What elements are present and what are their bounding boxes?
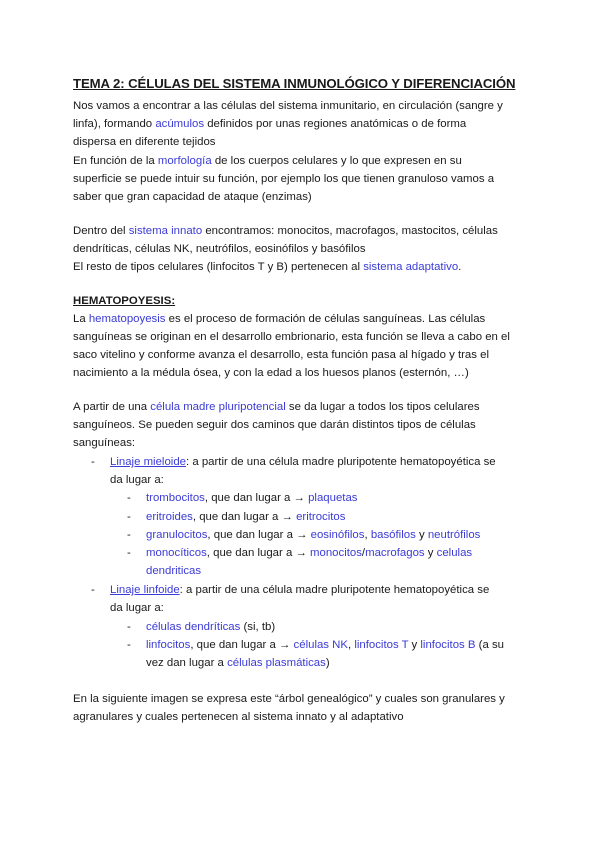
term-celula-madre: célula madre pluripotencial [150, 401, 286, 413]
text: encontramos: monocitos, macrofagos, mastocitos, células [202, 225, 498, 237]
myeloid-item-2 [146, 510, 345, 524]
text: y [424, 547, 437, 559]
term-celulas-dendriticas: células dendríticas [146, 621, 241, 633]
bullet-dash: - [127, 621, 131, 633]
bullet-dash: - [127, 639, 131, 651]
myeloid-line [110, 455, 496, 469]
text: y [408, 639, 421, 651]
intro-line-3: dispersa en diferente tejidos [73, 136, 216, 148]
term-morfologia: morfología [157, 155, 212, 167]
hema-line-3: saco vitelino y conforme avanza el desarrollo, esta función pasa al hígado y tras el [73, 349, 489, 361]
myeloid-item-3 [146, 528, 480, 542]
bullet-dash: - [127, 547, 131, 559]
term-linaje-linfoide: Linaje linfoide [110, 584, 180, 596]
text: , que dan lugar a → [204, 492, 309, 504]
innate-line-1 [73, 224, 498, 238]
bullet-dash: - [127, 529, 131, 541]
text: , que dan lugar a → [192, 511, 297, 523]
term-eritrocitos: eritrocitos [296, 511, 346, 523]
closing-line-1: En la siguiente imagen se expresa este “árbol genealógico” y cuales son granulares y [73, 693, 505, 705]
term-neutrofilos: neutrófilos [427, 529, 481, 541]
lymphoid-cont: da lugar a: [110, 602, 164, 614]
term-trombocitos: trombocitos [146, 492, 205, 504]
text: / [361, 547, 366, 559]
text: linfa), formando [73, 118, 156, 130]
intro-line-4 [73, 154, 462, 168]
intro-line-1: Nos vamos a encontrar a las células del sistema inmunitario, en circulación (sangre y [73, 100, 503, 112]
bullet-dash: - [127, 511, 131, 523]
text: , que dan lugar a → [190, 639, 294, 651]
bullet-dash: - [127, 492, 131, 504]
intro-line-2 [73, 117, 466, 131]
lymphoid-item-2-cont [146, 656, 330, 670]
term-eritroides: eritroides [146, 511, 193, 523]
text: El resto de tipos celulares (linfocitos T y B) pertenecen al [73, 261, 364, 273]
text: : a partir de una célula madre pluripotente hematopoyética se [186, 456, 496, 468]
text: A partir de una [73, 401, 151, 413]
intro-line-5: superficie se puede intuir su función, por ejemplo los que tienen granuloso vamos a [73, 173, 495, 185]
term-acumulos: acúmulos [155, 118, 205, 130]
term-macrofagos: macrofagos [365, 547, 425, 559]
text: vez dan lugar a [146, 657, 228, 669]
bullet-dash: - [91, 584, 95, 596]
term-granulocitos: granulocitos [146, 529, 208, 541]
stem-line-2: sanguíneos. Se pueden seguir dos caminos que darán distintos tipos de células [73, 419, 476, 431]
myeloid-item-4 [146, 546, 472, 560]
term-linfocitos: linfocitos [146, 639, 191, 651]
term-monocitos: monocitos [310, 547, 362, 559]
term-linaje-mieloide: Linaje mieloide [110, 456, 186, 468]
term-dendriticas: dendriticas [146, 565, 202, 577]
text: se da lugar a todos los tipos celulares [285, 401, 480, 413]
term-celulas-plasmaticas: células plasmáticas [227, 657, 326, 669]
page-title: TEMA 2: CÉLULAS DEL SISTEMA INMUNOLÓGICO Y DIFERENCIACIÓN [73, 76, 516, 91]
text: , que dan lugar a → [206, 547, 310, 559]
innate-line-2: dendríticas, células NK, neutrófilos, eosinófilos y basófilos [73, 243, 366, 255]
text: y [415, 529, 428, 541]
hema-line-1 [73, 312, 485, 326]
text: de los cuerpos celulares y lo que expresen en su [211, 155, 462, 167]
text: definidos por unas regiones anatómicas o de forma [204, 118, 467, 130]
text: es el proceso de formación de células sanguíneas. Las células [165, 313, 486, 325]
lymphoid-item-1 [146, 620, 275, 634]
text: La [73, 313, 89, 325]
term-linfocitos-b: linfocitos B [420, 639, 476, 651]
text: En función de la [73, 155, 158, 167]
innate-line-3 [73, 260, 461, 274]
text: (a su [475, 639, 504, 651]
text: ) [325, 657, 330, 669]
hema-line-4: nacimiento a la médula ósea, y con la edad a los huesos planos (esternón, …) [73, 367, 469, 379]
stem-line-3: sanguíneas: [73, 437, 136, 449]
lymphoid-item-2 [146, 638, 504, 652]
term-basofilos: basófilos [370, 529, 416, 541]
term-plaquetas: plaquetas [308, 492, 358, 504]
term-linfocitos-t: linfocitos T [354, 639, 409, 651]
term-sistema-adaptativo: sistema adaptativo [363, 261, 459, 273]
term-celulas-nk: células NK [293, 639, 348, 651]
intro-line-6: saber que gran capacidad de ataque (enzimas) [73, 191, 312, 203]
myeloid-cont: da lugar a: [110, 474, 164, 486]
text: . [458, 261, 462, 273]
hema-line-2: sanguíneas se originan en el desarrollo embrionario, esta función se lleva a cabo en el [73, 331, 510, 343]
text: , [348, 639, 355, 651]
text: Dentro del [73, 225, 129, 237]
term-monociticos: monocíticos [146, 547, 207, 559]
lymphoid-line [110, 583, 489, 597]
stem-line-1 [73, 400, 480, 414]
term-sistema-innato: sistema innato [128, 225, 203, 237]
text: , [364, 529, 371, 541]
bullet-dash: - [91, 456, 95, 468]
text: (si, tb) [240, 621, 276, 633]
section-heading-hematopoyesis: HEMATOPOYESIS: [73, 295, 176, 307]
closing-line-2: agranulares y cuales pertenecen al sistema innato y al adaptativo [73, 711, 404, 723]
myeloid-item-1 [146, 491, 358, 505]
term-eosinofilos: eosinófilos [310, 529, 365, 541]
text: , que dan lugar a → [207, 529, 311, 541]
text: : a partir de una célula madre pluripotente hematopoyética se [179, 584, 490, 596]
term-celulas: celulas [436, 547, 473, 559]
term-hematopoyesis: hematopoyesis [88, 313, 166, 325]
